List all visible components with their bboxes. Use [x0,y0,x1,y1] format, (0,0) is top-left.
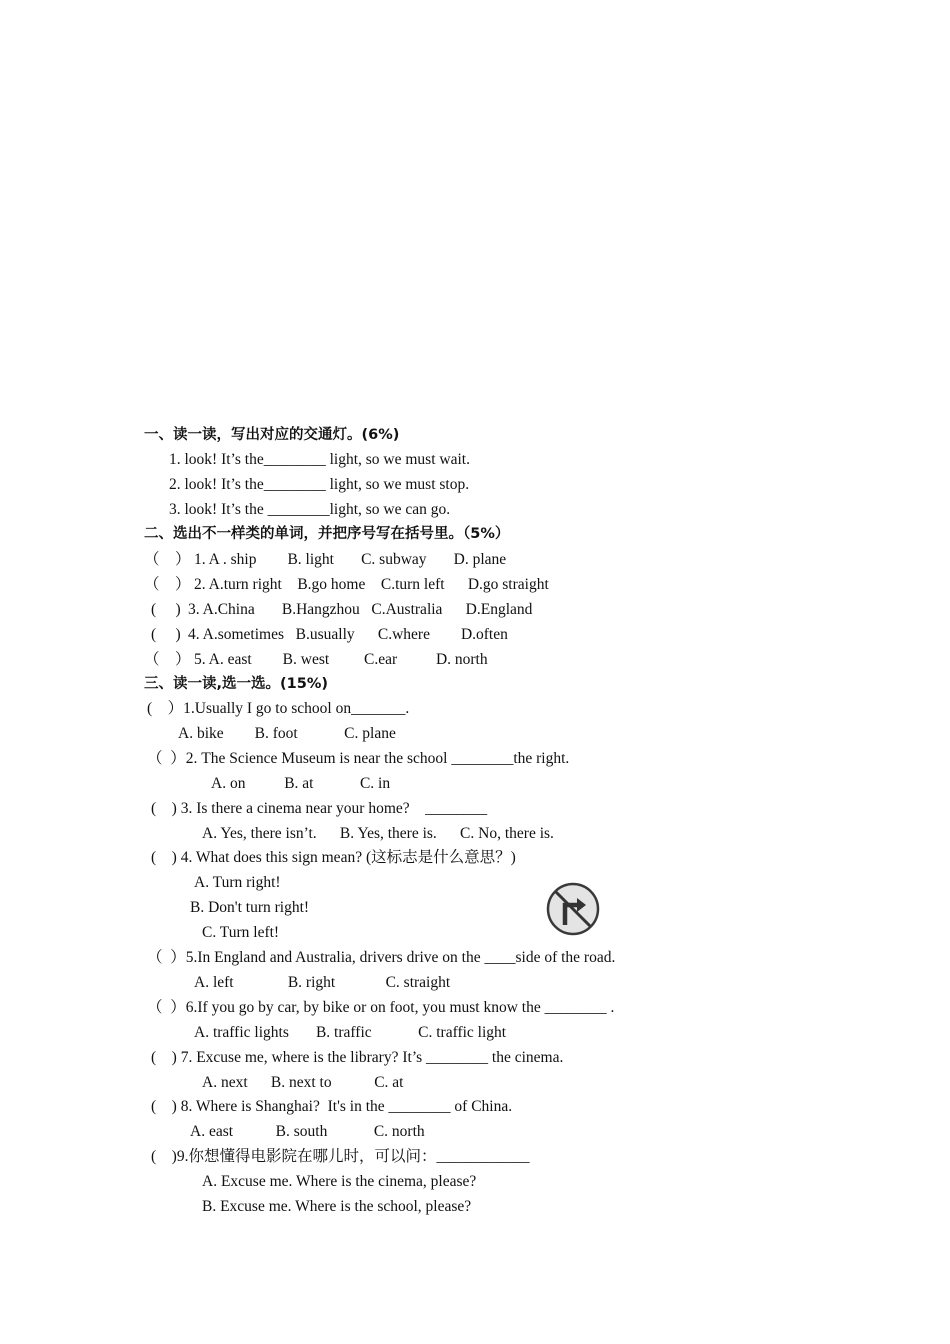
s3-q3: ( ) 3. Is there a cinema near your home? ________ [151,800,488,817]
s2-paren-2: （ ） [144,576,191,593]
s2-paren-5: （ ） [144,651,191,668]
s2-item-1: 1. A . ship B. light C. subway D. plane [194,551,507,568]
section-3-title: 三、读一读,选一选。(15%) [144,676,328,692]
no-right-turn-sign-icon [546,882,600,936]
s3-q2-options: A. on B. at C. in [211,775,391,792]
s3-q7: ( ) 7. Excuse me, where is the library? It’s ________ the cinema. [151,1049,564,1066]
s3-q4: ( ) 4. What does this sign mean? (这标志是什么意思？) [151,849,516,866]
s3-q4-option-c: C. Turn left! [202,924,280,941]
s2-paren-4: ( ) [151,626,181,643]
s2-item-5: 5. A. east B. west C.ear D. north [194,651,488,668]
s2-paren-3: ( ) [151,601,181,618]
s1-item-2: 2. look! It’s the________ light, so we must stop. [169,476,470,493]
s2-item-3: 3. A.China B.Hangzhou C.Australia D.England [188,601,533,618]
s1-item-1: 1. look! It’s the________ light, so we must wait. [169,451,470,468]
s3-q9-option-b: B. Excuse me. Where is the school, please? [202,1198,472,1215]
s3-q6-options: A. traffic lights B. traffic C. traffic light [194,1024,507,1041]
s3-q8-options: A. east B. south C. north [190,1123,425,1140]
section-2-title: 二、选出不一样类的单词，并把序号写在括号里。（5%） [144,526,510,542]
s3-q2: （ ）2. The Science Museum is near the school ________the right. [147,750,570,767]
s3-q1: ( ）1.Usually I go to school on_______. [147,700,410,717]
s2-item-2: 2. A.turn right B.go home C.turn left D.go straight [194,576,549,593]
s3-q3-options: A. Yes, there isn’t. B. Yes, there is. C. No, there is. [202,825,554,842]
s3-q7-options: A. next B. next to C. at [202,1074,404,1091]
s3-q4-option-b: B. Don't turn right! [190,899,310,916]
s3-q5: （ ）5.In England and Australia, drivers drive on the ____side of the road. [147,949,616,966]
s1-item-3: 3. look! It’s the ________light, so we can go. [169,501,451,518]
s3-q1-options: A. bike B. foot C. plane [178,725,396,742]
section-1-title: 一、读一读，写出对应的交通灯。(6%) [144,427,400,443]
s2-item-4: 4. A.sometimes B.usually C.where D.often [188,626,508,643]
s2-paren-1: （ ） [144,551,191,568]
s3-q5-options: A. left B. right C. straight [194,974,451,991]
s3-q4-option-a: A. Turn right! [194,874,281,891]
s3-q8: ( ) 8. Where is Shanghai? It's in the ________ of China. [151,1098,513,1115]
s3-q6: （ ）6.If you go by car, by bike or on foot, you must know the ________ . [147,999,615,1016]
s3-q9: ( )9.你想懂得电影院在哪儿时，可以问：____________ [151,1148,530,1165]
s3-q9-option-a: A. Excuse me. Where is the cinema, please? [202,1173,477,1190]
